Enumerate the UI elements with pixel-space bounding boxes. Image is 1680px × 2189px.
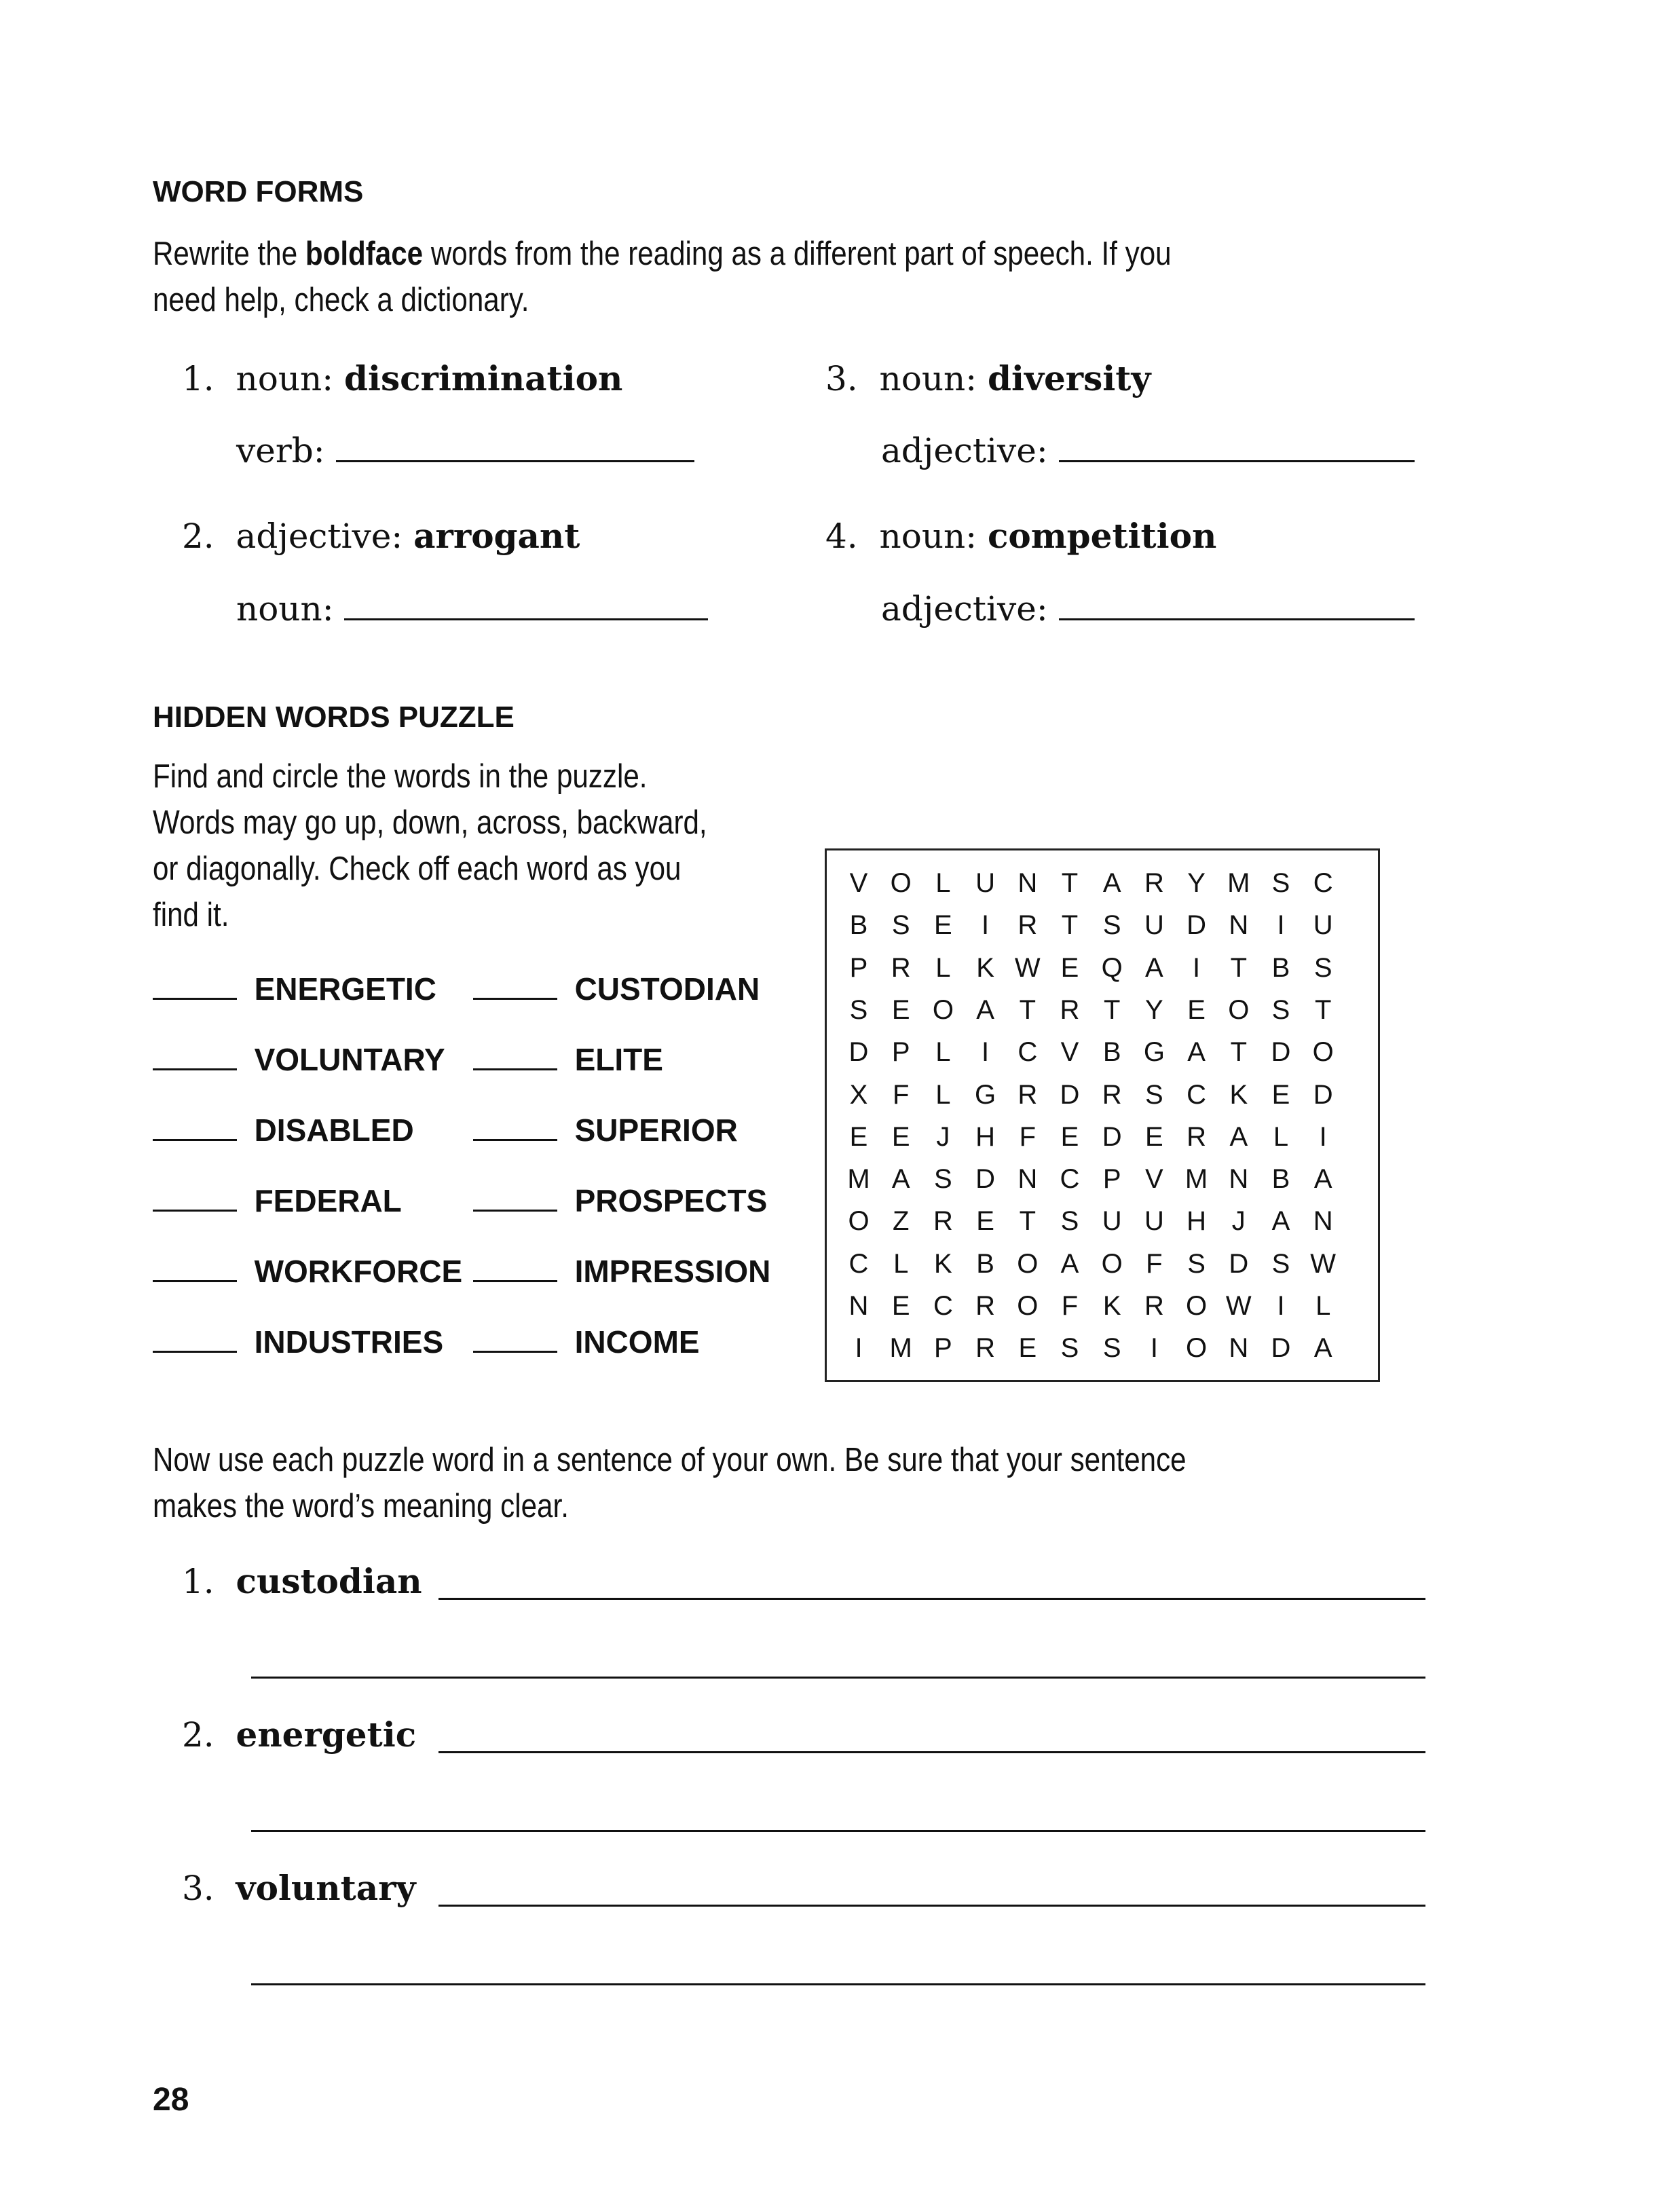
word-check-item[interactable] xyxy=(153,1112,414,1148)
word-check-item[interactable] xyxy=(153,1182,402,1219)
puzzle-letter[interactable]: T xyxy=(1019,994,1037,1025)
puzzle-letter[interactable]: E xyxy=(891,1121,910,1152)
puzzle-letter[interactable]: N xyxy=(1018,1164,1038,1195)
given-word: arrogant xyxy=(413,516,580,556)
puzzle-row xyxy=(827,1080,1378,1122)
word-label: WORKFORCE xyxy=(254,1254,463,1289)
instr-text: words from the reading as a different part of speech. If you xyxy=(423,236,1172,272)
puzzle-letter[interactable]: O xyxy=(1312,1037,1334,1068)
puzzle-letter[interactable]: E xyxy=(934,910,952,941)
word-form-answer-4 xyxy=(881,589,1415,629)
puzzle-letter[interactable]: G xyxy=(1143,1037,1165,1068)
puzzle-letter[interactable]: Q xyxy=(1101,952,1123,983)
puzzle-row xyxy=(827,995,1378,1037)
puzzle-letter[interactable]: S xyxy=(1313,952,1332,983)
puzzle-letter[interactable]: R xyxy=(1144,868,1164,898)
puzzle-letter[interactable]: S xyxy=(891,910,910,941)
word-label: DISABLED xyxy=(254,1112,414,1148)
puzzle-letter[interactable]: E xyxy=(849,1121,868,1152)
word-form-item-3 xyxy=(825,358,1151,398)
word-check-item[interactable] xyxy=(473,1041,663,1078)
puzzle-letter[interactable]: B xyxy=(1271,1164,1290,1195)
given-label: adjective: xyxy=(236,517,403,556)
given-label: noun: xyxy=(236,359,334,398)
sentence-line[interactable] xyxy=(438,1751,1425,1753)
item-number: 4. xyxy=(825,517,858,556)
sentence-instructions xyxy=(153,1437,1187,1529)
check-line[interactable] xyxy=(153,991,237,1000)
puzzle-letter[interactable]: M xyxy=(1227,868,1250,898)
sentence-word: energetic xyxy=(236,1715,417,1755)
puzzle-letter[interactable]: S xyxy=(1102,1333,1121,1364)
word-label: FEDERAL xyxy=(254,1183,402,1218)
puzzle-letter[interactable]: L xyxy=(893,1248,909,1279)
puzzle-letter[interactable]: R xyxy=(1018,1079,1038,1110)
word-check-item[interactable] xyxy=(473,1324,700,1360)
instr-text: or diagonally. Check off each word as you xyxy=(153,850,682,887)
word-label: INCOME xyxy=(574,1324,700,1360)
puzzle-letter[interactable]: I xyxy=(855,1333,863,1364)
puzzle-letter[interactable]: I xyxy=(1150,1333,1158,1364)
puzzle-letter[interactable]: E xyxy=(891,994,910,1025)
puzzle-letter[interactable]: J xyxy=(1231,1206,1246,1237)
puzzle-row xyxy=(827,1037,1378,1079)
sentence-line[interactable] xyxy=(251,1830,1425,1832)
puzzle-letter[interactable]: H xyxy=(1187,1206,1207,1237)
puzzle-letter[interactable]: O xyxy=(890,868,912,898)
puzzle-letter[interactable]: A xyxy=(891,1164,910,1195)
puzzle-letter[interactable]: R xyxy=(1187,1121,1207,1152)
puzzle-letter[interactable]: D xyxy=(1187,910,1207,941)
word-check-item[interactable] xyxy=(473,1253,770,1290)
target-label: adjective: xyxy=(881,589,1048,629)
puzzle-letter[interactable]: T xyxy=(1230,952,1248,983)
puzzle-letter[interactable]: M xyxy=(1184,1164,1208,1195)
puzzle-letter[interactable]: S xyxy=(1271,1248,1290,1279)
word-check-item[interactable] xyxy=(153,1041,445,1078)
puzzle-letter[interactable]: P xyxy=(1102,1164,1121,1195)
puzzle-letter[interactable]: S xyxy=(1187,1248,1206,1279)
puzzle-letter[interactable]: S xyxy=(849,994,868,1025)
check-line[interactable] xyxy=(153,1203,237,1212)
sentence-line[interactable] xyxy=(438,1598,1425,1600)
puzzle-letter[interactable]: T xyxy=(1019,1206,1037,1237)
instr-text: makes the word’s meaning clear. xyxy=(153,1488,569,1524)
puzzle-letter[interactable]: O xyxy=(848,1206,870,1237)
puzzle-letter[interactable]: E xyxy=(1187,994,1206,1025)
check-line[interactable] xyxy=(153,1273,237,1282)
puzzle-letter[interactable]: O xyxy=(1017,1291,1039,1321)
puzzle-letter[interactable]: S xyxy=(1060,1333,1079,1364)
puzzle-letter[interactable]: I xyxy=(1319,1121,1327,1152)
word-label: ELITE xyxy=(574,1042,663,1077)
word-label: ENERGETIC xyxy=(254,971,436,1007)
puzzle-letter[interactable]: T xyxy=(1061,910,1079,941)
puzzle-heading: HIDDEN WORDS PUZZLE xyxy=(153,700,515,734)
instr-text: Rewrite the xyxy=(153,236,305,272)
puzzle-letter[interactable]: D xyxy=(1271,1037,1291,1068)
puzzle-row xyxy=(827,1333,1378,1375)
puzzle-letter[interactable]: D xyxy=(848,1037,869,1068)
word-forms-instructions xyxy=(153,231,1172,323)
puzzle-letter[interactable]: K xyxy=(934,1248,952,1279)
check-line[interactable] xyxy=(473,1203,557,1212)
puzzle-letter[interactable]: K xyxy=(1102,1291,1121,1321)
puzzle-letter[interactable]: L xyxy=(935,952,951,983)
puzzle-row xyxy=(827,953,1378,995)
puzzle-letter[interactable]: M xyxy=(889,1333,912,1364)
puzzle-letter[interactable]: U xyxy=(1313,910,1333,941)
puzzle-letter[interactable]: Y xyxy=(1187,868,1206,898)
puzzle-letter[interactable]: I xyxy=(1277,910,1285,941)
puzzle-letter[interactable]: R xyxy=(933,1206,953,1237)
puzzle-letter[interactable]: N xyxy=(1229,1333,1249,1364)
puzzle-letter[interactable]: R xyxy=(1144,1291,1164,1321)
word-label: PROSPECTS xyxy=(574,1183,768,1218)
target-label: adjective: xyxy=(881,431,1048,470)
puzzle-letter[interactable]: C xyxy=(1060,1164,1080,1195)
puzzle-letter[interactable]: J xyxy=(936,1121,950,1152)
word-form-item-4 xyxy=(825,516,1216,556)
puzzle-row xyxy=(827,1206,1378,1248)
puzzle-letter[interactable]: N xyxy=(1313,1206,1333,1237)
puzzle-letter[interactable]: L xyxy=(935,1079,951,1110)
check-line[interactable] xyxy=(153,1344,237,1353)
puzzle-letter[interactable]: S xyxy=(1060,1206,1079,1237)
puzzle-letter[interactable]: I xyxy=(1193,952,1201,983)
word-form-item-2 xyxy=(182,516,580,556)
puzzle-letter[interactable]: I xyxy=(982,1037,990,1068)
puzzle-row xyxy=(827,1122,1378,1164)
puzzle-letter[interactable]: E xyxy=(1271,1079,1290,1110)
puzzle-letter[interactable]: S xyxy=(1271,868,1290,898)
puzzle-letter[interactable]: K xyxy=(976,952,994,983)
puzzle-letter[interactable]: A xyxy=(976,994,994,1025)
puzzle-letter[interactable]: F xyxy=(1061,1291,1079,1321)
puzzle-letter[interactable]: N xyxy=(848,1291,869,1321)
check-line[interactable] xyxy=(153,1132,237,1141)
word-check-item[interactable] xyxy=(473,1182,767,1219)
word-forms-heading: WORD FORMS xyxy=(153,175,364,208)
puzzle-letter[interactable]: D xyxy=(975,1164,996,1195)
puzzle-row xyxy=(827,910,1378,952)
puzzle-row xyxy=(827,1164,1378,1206)
check-line[interactable] xyxy=(153,1062,237,1070)
word-label: INDUSTRIES xyxy=(254,1324,444,1360)
page-number: 28 xyxy=(153,2082,189,2118)
puzzle-letter[interactable]: O xyxy=(1017,1248,1039,1279)
given-word: diversity xyxy=(987,358,1151,398)
puzzle-letter[interactable]: T xyxy=(1061,868,1079,898)
word-label: CUSTODIAN xyxy=(574,971,760,1007)
target-label: noun: xyxy=(236,589,334,629)
item-number: 3. xyxy=(825,359,858,398)
puzzle-letter[interactable]: A xyxy=(1145,952,1163,983)
puzzle-letter[interactable]: A xyxy=(1313,1164,1332,1195)
puzzle-letter[interactable]: T xyxy=(1103,994,1121,1025)
puzzle-letter[interactable]: W xyxy=(1014,952,1041,983)
instr-text: Now use each puzzle word in a sentence of your own. Be sure that your sentence xyxy=(153,1442,1187,1478)
puzzle-letter[interactable]: L xyxy=(935,868,951,898)
puzzle-letter[interactable]: I xyxy=(1277,1291,1285,1321)
puzzle-letter[interactable]: D xyxy=(1271,1333,1291,1364)
puzzle-letter[interactable]: B xyxy=(1271,952,1290,983)
puzzle-letter[interactable]: V xyxy=(1145,1164,1163,1195)
puzzle-letter[interactable]: P xyxy=(849,952,868,983)
check-line[interactable] xyxy=(473,1062,557,1070)
word-form-answer-2 xyxy=(236,589,708,629)
puzzle-letter[interactable]: N xyxy=(1229,910,1249,941)
instr-text: need help, check a dictionary. xyxy=(153,282,529,318)
check-line[interactable] xyxy=(473,991,557,1000)
puzzle-letter[interactable]: O xyxy=(1228,994,1250,1025)
puzzle-letter[interactable]: E xyxy=(1145,1121,1163,1152)
word-check-item[interactable] xyxy=(153,1253,462,1290)
puzzle-letter[interactable]: U xyxy=(975,868,996,898)
puzzle-letter[interactable]: V xyxy=(1060,1037,1079,1068)
answer-blank[interactable] xyxy=(1059,590,1415,620)
word-check-item[interactable] xyxy=(153,1324,443,1360)
puzzle-letter[interactable]: O xyxy=(1186,1291,1208,1321)
item-number: 1. xyxy=(182,1562,214,1601)
puzzle-letter[interactable]: A xyxy=(1102,868,1121,898)
sentence-item-1 xyxy=(182,1561,422,1601)
puzzle-letter[interactable]: R xyxy=(1018,910,1038,941)
puzzle-letter[interactable]: D xyxy=(1060,1079,1080,1110)
item-number: 3. xyxy=(182,1869,214,1908)
puzzle-letter[interactable]: W xyxy=(1310,1248,1337,1279)
puzzle-letter[interactable]: S xyxy=(1271,994,1290,1025)
puzzle-letter[interactable]: A xyxy=(1313,1333,1332,1364)
puzzle-letter[interactable]: D xyxy=(1313,1079,1333,1110)
word-form-item-1 xyxy=(182,358,622,398)
puzzle-letter[interactable]: O xyxy=(1186,1333,1208,1364)
word-label: IMPRESSION xyxy=(574,1254,771,1289)
puzzle-letter[interactable]: S xyxy=(934,1164,952,1195)
puzzle-letter[interactable]: U xyxy=(1144,910,1164,941)
puzzle-letter[interactable]: U xyxy=(1102,1206,1122,1237)
sentence-word: custodian xyxy=(236,1561,422,1601)
sentence-line[interactable] xyxy=(251,1983,1425,1985)
puzzle-letter[interactable]: F xyxy=(892,1079,910,1110)
puzzle-letter[interactable]: V xyxy=(849,868,868,898)
instr-bold-text: boldface xyxy=(305,236,424,272)
item-number: 2. xyxy=(182,517,214,556)
sentence-line[interactable] xyxy=(438,1905,1425,1907)
puzzle-letter[interactable]: E xyxy=(1060,952,1079,983)
puzzle-letter[interactable]: C xyxy=(1018,1037,1038,1068)
puzzle-letter[interactable]: F xyxy=(1146,1248,1163,1279)
instr-text: find it. xyxy=(153,897,229,933)
puzzle-letter[interactable]: C xyxy=(1313,868,1333,898)
word-check-item[interactable] xyxy=(153,971,436,1007)
puzzle-letter[interactable]: D xyxy=(1102,1121,1122,1152)
puzzle-letter[interactable]: L xyxy=(935,1037,951,1068)
puzzle-letter[interactable]: C xyxy=(1187,1079,1207,1110)
answer-blank[interactable] xyxy=(344,590,708,620)
answer-blank[interactable] xyxy=(1059,432,1415,462)
puzzle-letter[interactable]: U xyxy=(1144,1206,1164,1237)
sentence-item-3 xyxy=(182,1868,416,1908)
puzzle-row xyxy=(827,1291,1378,1333)
puzzle-letter[interactable]: L xyxy=(1315,1291,1331,1321)
given-label: noun: xyxy=(879,517,977,556)
instr-text: Words may go up, down, across, backward, xyxy=(153,804,707,841)
check-line[interactable] xyxy=(473,1132,557,1141)
given-word: competition xyxy=(987,516,1217,556)
puzzle-letter[interactable]: R xyxy=(1102,1079,1122,1110)
sentence-word: voluntary xyxy=(236,1868,416,1908)
target-label: verb: xyxy=(236,431,325,470)
puzzle-letter[interactable]: S xyxy=(1102,910,1121,941)
word-form-answer-3 xyxy=(881,431,1415,470)
puzzle-letter[interactable]: K xyxy=(1229,1079,1248,1110)
puzzle-letter[interactable]: I xyxy=(982,910,990,941)
puzzle-letter[interactable]: E xyxy=(1060,1121,1079,1152)
puzzle-instructions xyxy=(153,753,707,938)
puzzle-letter[interactable]: F xyxy=(1019,1121,1037,1152)
puzzle-letter[interactable]: T xyxy=(1314,994,1332,1025)
puzzle-row xyxy=(827,868,1378,910)
puzzle-letter[interactable]: A xyxy=(1271,1206,1290,1237)
word-label: VOLUNTARY xyxy=(254,1042,445,1077)
puzzle-letter[interactable]: A xyxy=(1187,1037,1206,1068)
puzzle-letter[interactable]: O xyxy=(1101,1248,1123,1279)
puzzle-letter[interactable]: E xyxy=(1018,1333,1037,1364)
puzzle-letter[interactable]: N xyxy=(1229,1164,1249,1195)
word-check-item[interactable] xyxy=(473,1112,738,1148)
given-label: noun: xyxy=(879,359,977,398)
puzzle-letter[interactable]: B xyxy=(849,910,868,941)
puzzle-letter[interactable]: O xyxy=(932,994,954,1025)
sentence-line[interactable] xyxy=(251,1677,1425,1679)
puzzle-letter[interactable]: C xyxy=(848,1248,869,1279)
word-search-grid[interactable] xyxy=(825,848,1380,1382)
puzzle-letter[interactable]: R xyxy=(975,1291,996,1321)
puzzle-letter[interactable]: B xyxy=(976,1248,994,1279)
puzzle-letter[interactable]: M xyxy=(847,1164,870,1195)
puzzle-letter[interactable]: X xyxy=(849,1079,868,1110)
puzzle-letter[interactable]: Z xyxy=(892,1206,910,1237)
word-check-item[interactable] xyxy=(473,971,760,1007)
puzzle-letter[interactable]: R xyxy=(1060,994,1080,1025)
item-number: 1. xyxy=(182,359,214,398)
puzzle-letter[interactable]: P xyxy=(934,1333,952,1364)
puzzle-letter[interactable]: E xyxy=(891,1291,910,1321)
puzzle-letter[interactable]: P xyxy=(891,1037,910,1068)
check-line[interactable] xyxy=(473,1344,557,1353)
puzzle-letter[interactable]: R xyxy=(891,952,911,983)
puzzle-letter[interactable]: W xyxy=(1225,1291,1252,1321)
puzzle-letter[interactable]: N xyxy=(1018,868,1038,898)
word-label: SUPERIOR xyxy=(574,1112,738,1148)
given-word: discrimination xyxy=(343,358,623,398)
puzzle-letter[interactable]: A xyxy=(1060,1248,1079,1279)
puzzle-letter[interactable]: C xyxy=(933,1291,953,1321)
puzzle-letter[interactable]: H xyxy=(975,1121,996,1152)
puzzle-letter[interactable]: E xyxy=(976,1206,994,1237)
item-number: 2. xyxy=(182,1715,214,1755)
puzzle-letter[interactable]: S xyxy=(1145,1079,1163,1110)
puzzle-letter[interactable]: B xyxy=(1102,1037,1121,1068)
puzzle-letter[interactable]: R xyxy=(975,1333,996,1364)
instr-text: Find and circle the words in the puzzle. xyxy=(153,758,648,795)
puzzle-letter[interactable]: L xyxy=(1273,1121,1289,1152)
answer-blank[interactable] xyxy=(336,432,694,462)
puzzle-letter[interactable]: T xyxy=(1230,1037,1248,1068)
puzzle-letter[interactable]: Y xyxy=(1145,994,1163,1025)
sentence-item-2 xyxy=(182,1715,416,1755)
check-line[interactable] xyxy=(473,1273,557,1282)
puzzle-letter[interactable]: D xyxy=(1229,1248,1249,1279)
puzzle-letter[interactable]: A xyxy=(1229,1121,1248,1152)
word-form-answer-1 xyxy=(236,431,694,470)
puzzle-row xyxy=(827,1249,1378,1291)
puzzle-letter[interactable]: G xyxy=(975,1079,996,1110)
